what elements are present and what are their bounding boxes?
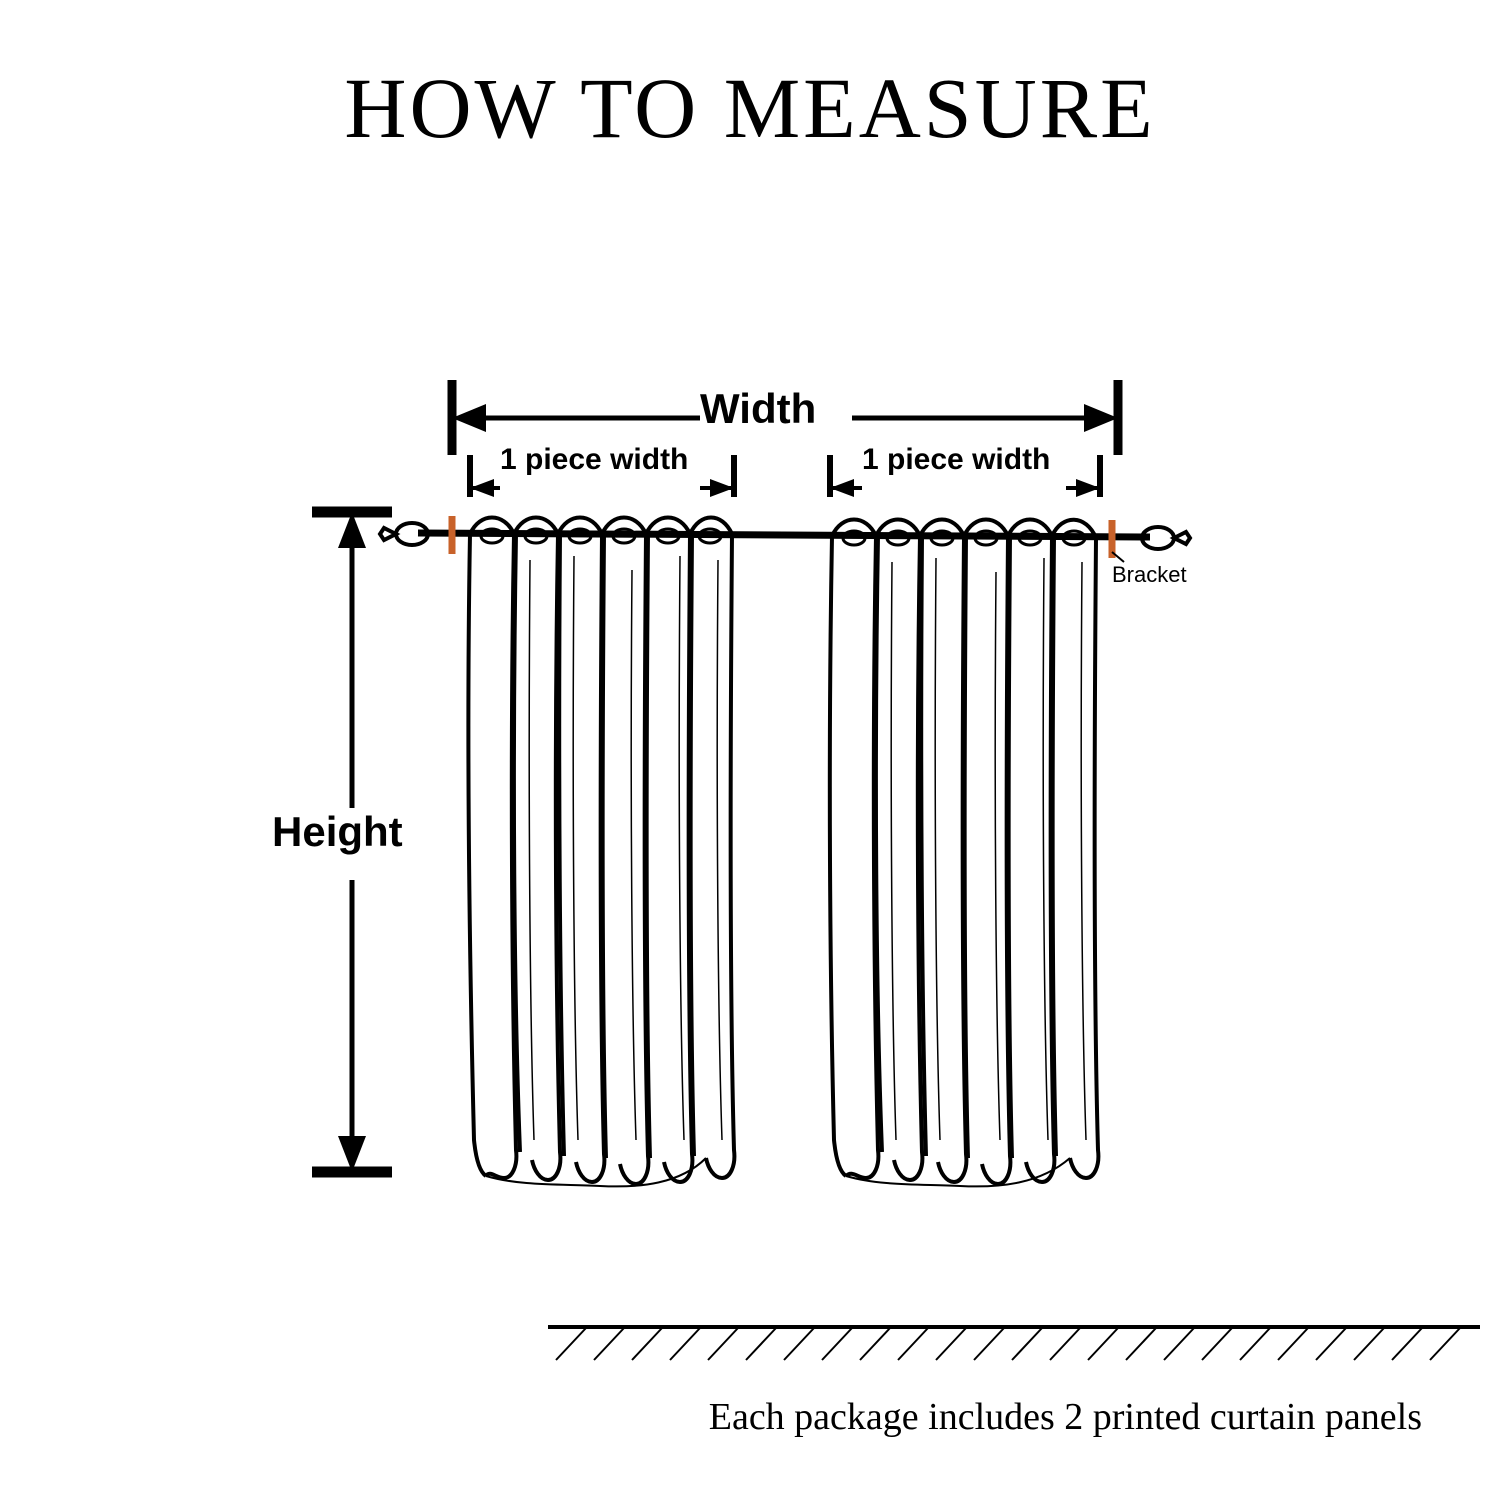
page-title: HOW TO MEASURE <box>344 60 1156 156</box>
bracket-label: Bracket <box>1112 562 1187 587</box>
piece-width-left-label: 1 piece width <box>500 443 689 476</box>
floor-hatching <box>548 1327 1480 1360</box>
right-curtain-panel <box>830 520 1099 1187</box>
left-curtain-panel <box>468 518 734 1187</box>
width-label: Width <box>700 385 817 432</box>
package-note: Each package includes 2 printed curtain panels <box>708 1396 1422 1438</box>
piece-width-right-label: 1 piece width <box>862 443 1051 476</box>
height-label: Height <box>272 808 403 855</box>
